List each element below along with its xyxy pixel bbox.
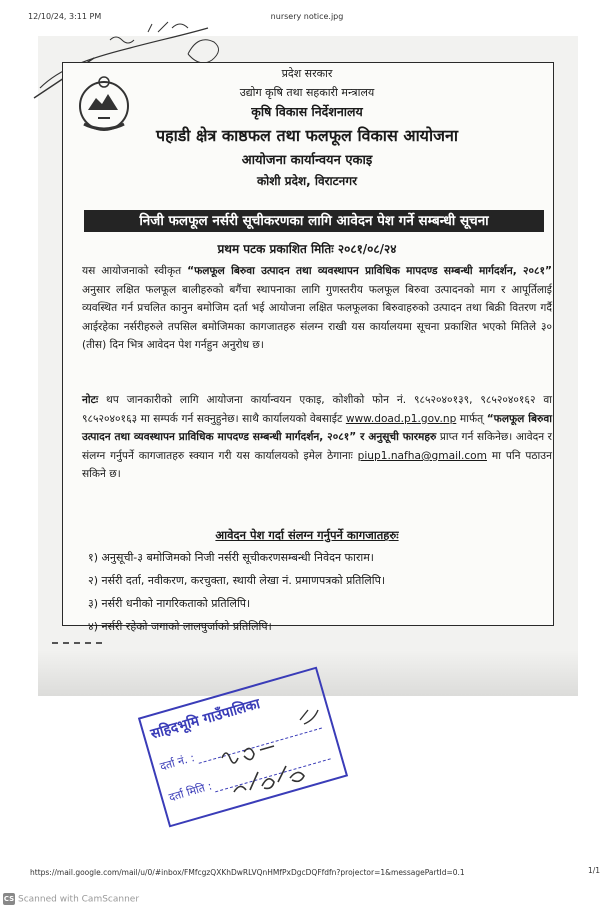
required-documents-list: [88, 546, 548, 638]
required-documents-heading: आवेदन पेश गर्दा संलग्न गर्नुपर्ने कागजातहरुः: [215, 528, 399, 542]
list-item: ३) नर्सरी धनीको नागरिकताको प्रतिलिपि।: [88, 597, 251, 610]
notice-title-banner: निजी फलफूल नर्सरी सूचीकरणका लागि आवेदन पेश गर्ने सम्बन्धी सूचना: [84, 210, 544, 232]
scanner-text: Scanned with CamScanner: [18, 894, 140, 905]
list-item: १) अनुसूची-३ बमोजिमको निजी नर्सरी सूचीकरणसम्बन्धी निवेदन फाराम।: [88, 551, 374, 564]
notice-paragraph-1: [82, 262, 552, 355]
header-location: कोशी प्रदेश, विराटनगर: [256, 174, 358, 188]
scan-dash-mark: [52, 642, 102, 644]
print-datetime: 12/10/24, 3:11 PM: [28, 12, 102, 21]
list-item: ४) नर्सरी रहेको जगाको लालपुर्जाको प्रतिलिपि।: [88, 620, 272, 633]
email-link[interactable]: piup1.nafha@gmail.com: [357, 449, 487, 462]
stamp-reg-label: दर्ता नं. :: [158, 751, 197, 774]
note-label: नोटः: [82, 394, 99, 406]
note-text-d: मा पनि पठाउन सकिने छ।: [82, 449, 552, 481]
paragraph-1-text-a: यस आयोजनाको स्वीकृत: [82, 265, 182, 277]
paragraph-1-text-b: अनुसार लक्षित फलफूल बालीहरुको बगैंचा स्थापनाका लागि गुणस्तरीय फलफूल बिरुवा उत्पादनको माग र आपूर्तिलाई व्यवस्थित गर्न प्रचलित कानुन बमोजिम दर्ता भई आयोजना लक्षित फलफूलका बिरुवाहरुको उत्पादन तथा बिक्री वितरण गर्दै आईरहेका नर्सरीहरुले तपसिल बमोजिमका कागजातहरु संलग्न राखी यस कार्यालयमा सूचना प्रकाशित भएको मितिले ३० (तीस) दिन भित्र आवेदन पेश गर्नहुन अनुरोध छ।: [82, 283, 552, 352]
website-link[interactable]: www.doad.p1.gov.np: [345, 412, 457, 425]
header-ministry: उद्योग कृषि तथा सहकारी मन्त्रालय: [239, 86, 375, 99]
scanner-watermark: [3, 893, 139, 905]
header-project: पहाडी क्षेत्र काष्ठफल तथा फलफूल विकास आयोजना: [155, 126, 458, 145]
publication-date-value: २०८१/०८/२४: [337, 242, 397, 256]
print-filename: nursery notice.jpg: [270, 12, 344, 21]
note-text-c: प्राप्त गर्न सकिनेछ। आवेदन र संलग्न गर्नुपर्ने कागजातहरु स्क्यान गरी यस कार्यालयको इमेल ठेगानाः: [82, 431, 553, 462]
footer-page-number: 1/1: [588, 866, 601, 875]
stamp-handwriting: [150, 700, 340, 810]
paragraph-1-guideline-title: “फलफूल बिरुवा उत्पादन तथा व्यवस्थापन प्राविधिक मापदण्ड सम्बन्धी मार्गदर्शन, २०८१”: [187, 265, 552, 277]
publication-date: [62, 240, 552, 257]
publication-date-label: प्रथम पटक प्रकाशित मितिः: [217, 242, 334, 256]
header-province-government: प्रदेश सरकार: [281, 67, 333, 80]
list-item: २) नर्सरी दर्ता, नवीकरण, करचुक्ता, स्थायी लेखा नं. प्रमाणपत्रको प्रतिलिपि।: [88, 574, 386, 587]
footer-url: https://mail.google.com/mail/u/0/#inbox/FMfcgzQXKhDwRLVQnHMfPxDgcDQFfdfn?projector=1&messagePartId=0.1: [30, 868, 465, 877]
note-text-a: थप जानकारीको लागि आयोजना कार्यान्वयन एकाइ, कोशीको फोन नं. ९८५२०४०१३९, ९८५२०४०१६२ वा ९८५२०४०१६३ मा सम्पर्क गर्न सक्नुहुनेछ। साथै कार्यालयको वेबसाईट: [82, 394, 552, 425]
stamp-date-label: दर्ता मिति :: [167, 779, 214, 805]
stamp-organization: सहिदभूमि गाउँपालिका: [148, 696, 262, 743]
notice-paragraph-note: [82, 391, 552, 484]
header-unit: आयोजना कार्यान्वयन एकाइ: [241, 153, 373, 168]
note-guideline-title: “फलफूल बिरुवा उत्पादन तथा व्यवस्थापन प्राविधिक मापदण्ड सम्बन्धी मार्गदर्शन, २०८१” र अनुसूची फारमहरु: [82, 412, 552, 444]
header-directorate: कृषि विकास निर्देशनालय: [251, 104, 363, 119]
note-text-b: मार्फत्: [459, 412, 484, 425]
camscanner-icon: CS: [3, 895, 15, 903]
